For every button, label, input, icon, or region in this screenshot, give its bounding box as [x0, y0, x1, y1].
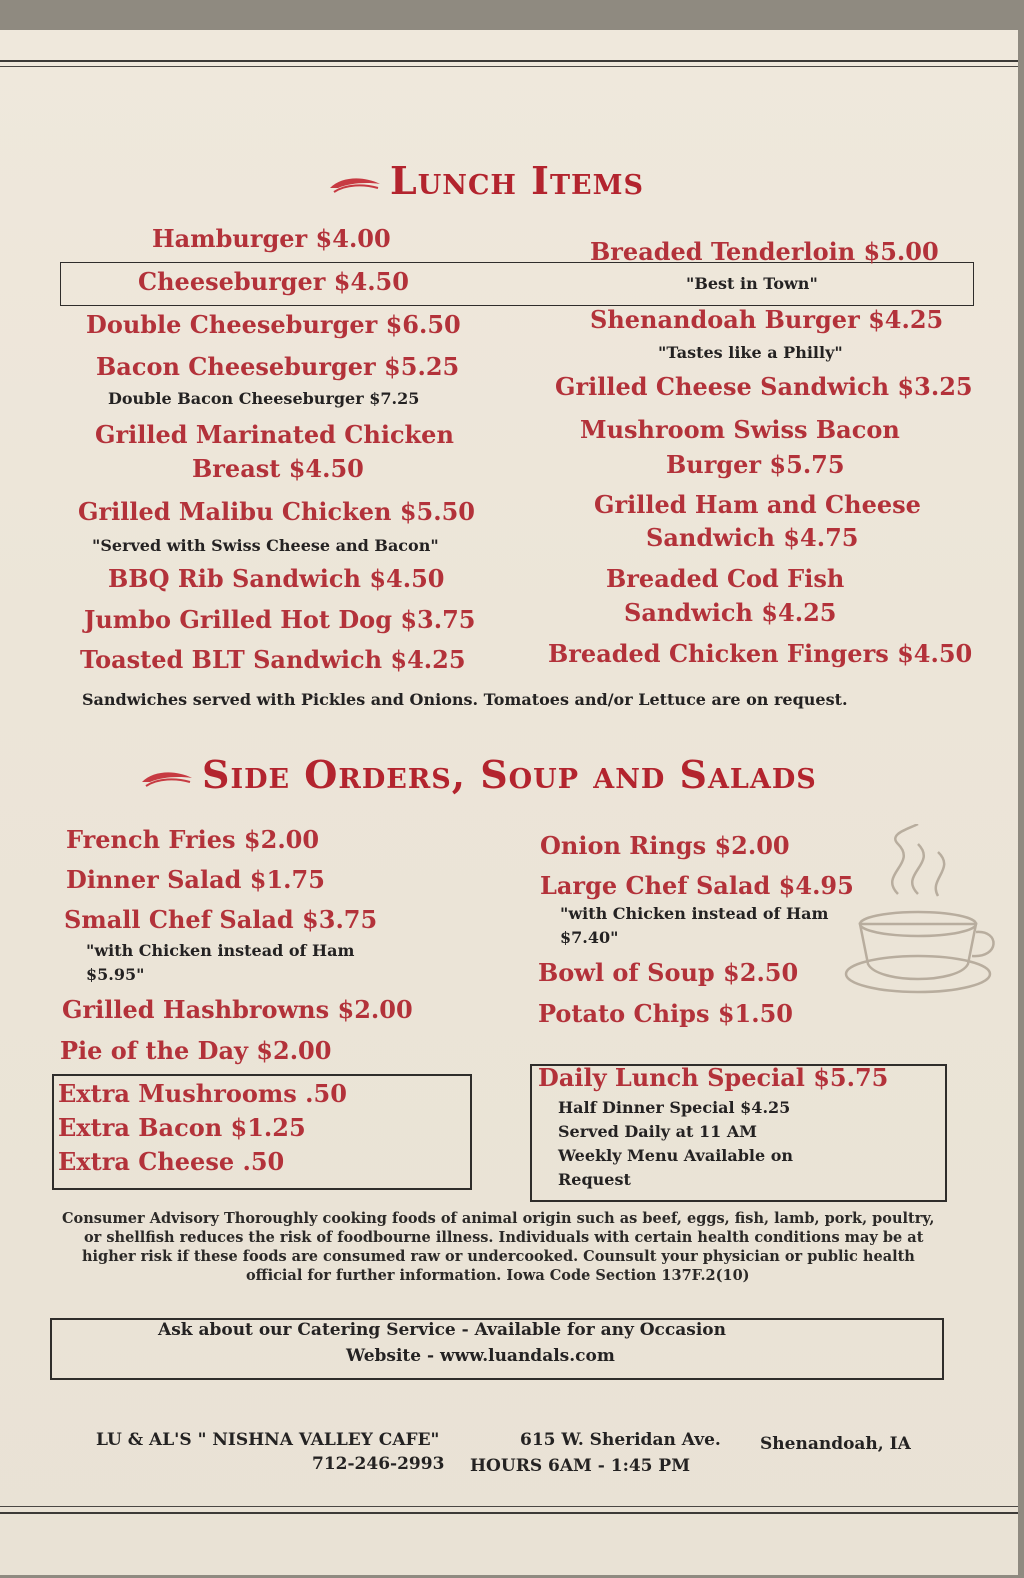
advisory-line: or shellfish reduces the risk of foodbourne illness. Individuals with certain health conditions may be at [84, 1228, 924, 1246]
special-line: Request [558, 1170, 631, 1189]
menu-item: Cheeseburger $4.50 [138, 267, 409, 296]
menu-item: Double Cheeseburger $6.50 [86, 310, 461, 339]
menu-item: Toasted BLT Sandwich $4.25 [80, 645, 466, 674]
cafe-address: 615 W. Sheridan Ave. [520, 1430, 721, 1450]
website-link[interactable]: Website - www.luandals.com [346, 1346, 615, 1366]
top-rule [0, 60, 1018, 62]
extra-item: Extra Cheese .50 [58, 1147, 285, 1176]
advisory-line: higher risk if these foods are consumed raw or undercooked. Counsult your physician or public health [82, 1247, 915, 1265]
cafe-name: LU & AL'S " NISHNA VALLEY CAFE" [96, 1430, 440, 1450]
menu-page [0, 30, 1018, 1575]
menu-item: Bowl of Soup $2.50 [538, 958, 799, 987]
menu-item: Large Chef Salad $4.95 [540, 871, 854, 900]
extra-item: Extra Mushrooms .50 [58, 1079, 347, 1108]
flourish-icon [328, 174, 382, 196]
item-note: "Tastes like a Philly" [658, 343, 843, 362]
sides-heading: Side Orders, Soup and Salads [140, 752, 817, 797]
item-note: "Best in Town" [686, 274, 818, 293]
menu-item: Grilled Marinated Chicken [95, 420, 454, 449]
menu-item: French Fries $2.00 [66, 825, 320, 854]
flourish-icon [140, 768, 194, 790]
item-note: Double Bacon Cheeseburger $7.25 [108, 389, 420, 408]
menu-item: Grilled Hashbrowns $2.00 [62, 995, 413, 1024]
menu-item: Sandwich $4.25 [624, 598, 837, 627]
cafe-city: Shenandoah, IA [760, 1434, 911, 1454]
bottom-rule [0, 1512, 1018, 1514]
lunch-heading: Lunch Items [328, 158, 644, 203]
menu-item: Burger $5.75 [666, 450, 845, 479]
special-line: Weekly Menu Available on [558, 1146, 794, 1165]
item-note: $7.40" [560, 928, 619, 947]
catering-line: Ask about our Catering Service - Available for any Occasion [158, 1320, 726, 1340]
extra-item: Extra Bacon $1.25 [58, 1113, 306, 1142]
menu-item: Grilled Ham and Cheese [594, 490, 921, 519]
item-note: "with Chicken instead of Ham [560, 904, 829, 923]
menu-item: Pie of the Day $2.00 [60, 1036, 332, 1065]
coffee-cup-icon [838, 824, 998, 1004]
menu-item: Bacon Cheeseburger $5.25 [96, 352, 460, 381]
sandwich-footnote: Sandwiches served with Pickles and Onions. Tomatoes and/or Lettuce are on request. [82, 690, 848, 709]
menu-item: Sandwich $4.75 [646, 523, 859, 552]
daily-special-title: Daily Lunch Special $5.75 [538, 1063, 889, 1092]
special-line: Half Dinner Special $4.25 [558, 1098, 791, 1117]
menu-item: Grilled Cheese Sandwich $3.25 [555, 372, 973, 401]
menu-item: Shenandoah Burger $4.25 [590, 305, 944, 334]
item-note: "Served with Swiss Cheese and Bacon" [92, 536, 439, 555]
cafe-hours: HOURS 6AM - 1:45 PM [470, 1456, 691, 1476]
menu-item: Breast $4.50 [192, 454, 364, 483]
top-rule-inner [0, 66, 1018, 67]
item-note: "with Chicken instead of Ham [86, 941, 355, 960]
menu-item: Small Chef Salad $3.75 [64, 905, 378, 934]
menu-item: Potato Chips $1.50 [538, 999, 793, 1028]
special-line: Served Daily at 11 AM [558, 1122, 757, 1141]
advisory-line: Consumer Advisory Thoroughly cooking foods of animal origin such as beef, eggs, fish, lamb, pork, poultry, [62, 1210, 935, 1227]
menu-item: Mushroom Swiss Bacon [580, 415, 900, 444]
menu-item: Dinner Salad $1.75 [66, 865, 325, 894]
advisory-line: official for further information. Iowa Code Section 137F.2(10) [246, 1266, 750, 1284]
menu-item: Breaded Chicken Fingers $4.50 [548, 639, 973, 668]
menu-item: Breaded Cod Fish [606, 564, 845, 593]
bottom-rule-inner [0, 1506, 1018, 1507]
item-note: $5.95" [86, 965, 145, 984]
menu-item: Hamburger $4.00 [152, 224, 391, 253]
menu-item: Jumbo Grilled Hot Dog $3.75 [84, 605, 476, 634]
menu-item: Grilled Malibu Chicken $5.50 [78, 497, 475, 526]
cafe-phone: 712-246-2993 [312, 1454, 445, 1474]
menu-item: Onion Rings $2.00 [540, 831, 790, 860]
menu-item: BBQ Rib Sandwich $4.50 [108, 564, 445, 593]
menu-item: Breaded Tenderloin $5.00 [590, 237, 939, 266]
consumer-advisory [62, 1210, 962, 1285]
